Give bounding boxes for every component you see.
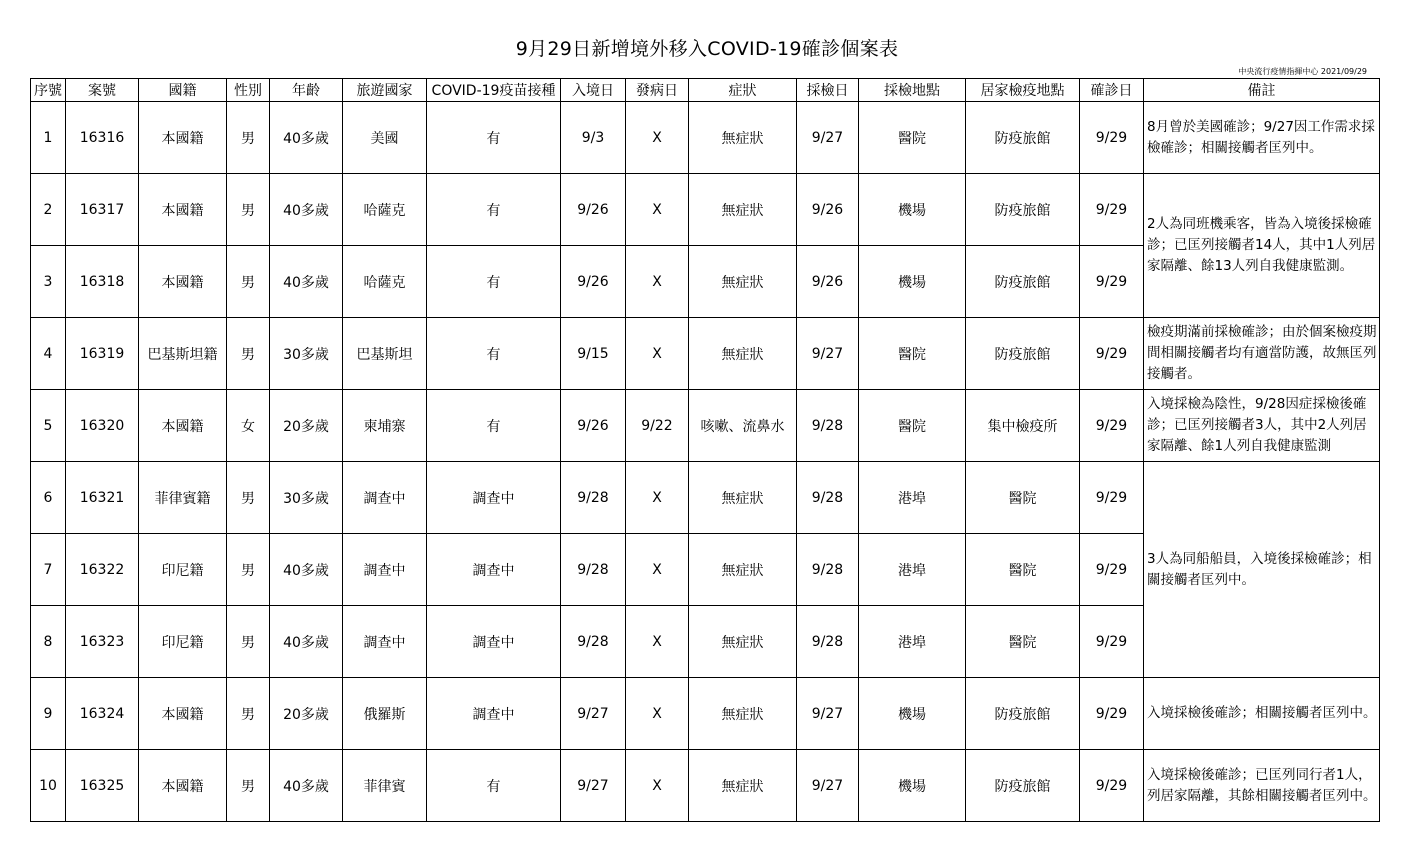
cell-test-date: 9/28 bbox=[797, 606, 859, 678]
cell-case: 16322 bbox=[66, 534, 139, 606]
cell-confirm: 9/29 bbox=[1080, 534, 1144, 606]
table-row bbox=[31, 390, 1380, 462]
cell-note: 入境採檢為陰性，9/28因症採檢後確診；已匡列接觸者3人，其中2人列居家隔離、餘1人列自我健康監測 bbox=[1144, 390, 1380, 462]
cell-test-site: 醫院 bbox=[859, 318, 966, 390]
cell-sex: 男 bbox=[227, 606, 270, 678]
cell-no: 9 bbox=[31, 678, 66, 750]
cell-confirm: 9/29 bbox=[1080, 750, 1144, 822]
cell-quarantine: 防疫旅館 bbox=[966, 318, 1080, 390]
cell-vaccine: 有 bbox=[427, 390, 561, 462]
cell-country: 巴基斯坦 bbox=[343, 318, 427, 390]
cell-entry: 9/27 bbox=[561, 678, 626, 750]
cell-age: 20多歲 bbox=[270, 390, 343, 462]
cell-onset: X bbox=[626, 678, 689, 750]
cell-onset: X bbox=[626, 246, 689, 318]
cell-quarantine: 醫院 bbox=[966, 606, 1080, 678]
case-table bbox=[30, 78, 1380, 822]
cell-quarantine: 防疫旅館 bbox=[966, 102, 1080, 174]
col-header-notes: 備註 bbox=[1144, 79, 1380, 102]
table-row bbox=[31, 174, 1380, 246]
cell-confirm: 9/29 bbox=[1080, 678, 1144, 750]
cell-no: 8 bbox=[31, 606, 66, 678]
cell-no: 6 bbox=[31, 462, 66, 534]
cell-test-site: 港埠 bbox=[859, 462, 966, 534]
cell-sex: 女 bbox=[227, 390, 270, 462]
table-row bbox=[31, 318, 1380, 390]
cell-test-date: 9/28 bbox=[797, 534, 859, 606]
cell-case: 16316 bbox=[66, 102, 139, 174]
cell-onset: X bbox=[626, 174, 689, 246]
cell-no: 5 bbox=[31, 390, 66, 462]
cell-nationality: 本國籍 bbox=[139, 246, 227, 318]
cell-age: 40多歲 bbox=[270, 246, 343, 318]
cell-entry: 9/26 bbox=[561, 390, 626, 462]
cell-vaccine: 有 bbox=[427, 318, 561, 390]
cell-confirm: 9/29 bbox=[1080, 174, 1144, 246]
cell-no: 1 bbox=[31, 102, 66, 174]
cell-confirm: 9/29 bbox=[1080, 462, 1144, 534]
cell-test-site: 機場 bbox=[859, 246, 966, 318]
cell-quarantine: 防疫旅館 bbox=[966, 174, 1080, 246]
cell-sex: 男 bbox=[227, 318, 270, 390]
cell-nationality: 巴基斯坦籍 bbox=[139, 318, 227, 390]
cell-nationality: 本國籍 bbox=[139, 390, 227, 462]
cell-nationality: 菲律賓籍 bbox=[139, 462, 227, 534]
cell-nationality: 本國籍 bbox=[139, 678, 227, 750]
cell-entry: 9/28 bbox=[561, 534, 626, 606]
cell-case: 16318 bbox=[66, 246, 139, 318]
col-header-country: 旅遊國家 bbox=[343, 79, 427, 102]
cell-onset: X bbox=[626, 102, 689, 174]
cell-test-date: 9/28 bbox=[797, 390, 859, 462]
cell-sex: 男 bbox=[227, 462, 270, 534]
cell-onset: X bbox=[626, 606, 689, 678]
cell-note: 2人為同班機乘客，皆為入境後採檢確診；已匡列接觸者14人，其中1人列居家隔離、餘13人列自我健康監測。 bbox=[1144, 174, 1380, 318]
cell-vaccine: 有 bbox=[427, 174, 561, 246]
cell-sex: 男 bbox=[227, 174, 270, 246]
cell-country: 調查中 bbox=[343, 534, 427, 606]
cell-country: 調查中 bbox=[343, 606, 427, 678]
header-row bbox=[31, 79, 1380, 102]
cell-age: 30多歲 bbox=[270, 318, 343, 390]
cell-confirm: 9/29 bbox=[1080, 606, 1144, 678]
cell-age: 30多歲 bbox=[270, 462, 343, 534]
cell-symptom: 咳嗽、流鼻水 bbox=[689, 390, 797, 462]
cell-age: 40多歲 bbox=[270, 534, 343, 606]
cell-case: 16323 bbox=[66, 606, 139, 678]
col-header-nationality: 國籍 bbox=[139, 79, 227, 102]
cell-vaccine: 調查中 bbox=[427, 462, 561, 534]
cell-country: 俄羅斯 bbox=[343, 678, 427, 750]
cell-confirm: 9/29 bbox=[1080, 318, 1144, 390]
cell-case: 16321 bbox=[66, 462, 139, 534]
col-header-age: 年齡 bbox=[270, 79, 343, 102]
cell-case: 16317 bbox=[66, 174, 139, 246]
cell-case: 16325 bbox=[66, 750, 139, 822]
cell-test-site: 機場 bbox=[859, 174, 966, 246]
cell-country: 哈薩克 bbox=[343, 174, 427, 246]
cell-test-site: 機場 bbox=[859, 750, 966, 822]
source-label: 中央流行疫情指揮中心 2021/09/29 bbox=[1238, 67, 1367, 76]
cell-quarantine: 醫院 bbox=[966, 534, 1080, 606]
cell-test-date: 9/27 bbox=[797, 678, 859, 750]
cell-note: 入境採檢後確診；已匡列同行者1人，列居家隔離，其餘相關接觸者匡列中。 bbox=[1144, 750, 1380, 822]
cell-symptom: 無症狀 bbox=[689, 318, 797, 390]
col-header-no: 序號 bbox=[31, 79, 66, 102]
cell-no: 2 bbox=[31, 174, 66, 246]
cell-country: 哈薩克 bbox=[343, 246, 427, 318]
cell-nationality: 本國籍 bbox=[139, 102, 227, 174]
cell-quarantine: 集中檢疫所 bbox=[966, 390, 1080, 462]
cell-no: 10 bbox=[31, 750, 66, 822]
cell-symptom: 無症狀 bbox=[689, 246, 797, 318]
cell-quarantine: 防疫旅館 bbox=[966, 750, 1080, 822]
cell-vaccine: 調查中 bbox=[427, 534, 561, 606]
cell-vaccine: 有 bbox=[427, 102, 561, 174]
cell-country: 美國 bbox=[343, 102, 427, 174]
cell-test-site: 機場 bbox=[859, 678, 966, 750]
cell-onset: 9/22 bbox=[626, 390, 689, 462]
col-header-sex: 性別 bbox=[227, 79, 270, 102]
cell-symptom: 無症狀 bbox=[689, 462, 797, 534]
cell-entry: 9/26 bbox=[561, 246, 626, 318]
cell-confirm: 9/29 bbox=[1080, 102, 1144, 174]
cell-sex: 男 bbox=[227, 102, 270, 174]
cell-onset: X bbox=[626, 534, 689, 606]
table-row bbox=[31, 462, 1380, 534]
cell-age: 40多歲 bbox=[270, 750, 343, 822]
cell-quarantine: 醫院 bbox=[966, 462, 1080, 534]
cell-note: 檢疫期滿前採檢確診；由於個案檢疫期間相關接觸者均有適當防護，故無匡列接觸者。 bbox=[1144, 318, 1380, 390]
cell-sex: 男 bbox=[227, 750, 270, 822]
cell-nationality: 本國籍 bbox=[139, 174, 227, 246]
cell-no: 4 bbox=[31, 318, 66, 390]
cell-quarantine: 防疫旅館 bbox=[966, 246, 1080, 318]
cell-sex: 男 bbox=[227, 534, 270, 606]
col-header-test-site: 採檢地點 bbox=[859, 79, 966, 102]
col-header-onset: 發病日 bbox=[626, 79, 689, 102]
cell-test-site: 港埠 bbox=[859, 534, 966, 606]
cell-test-site: 醫院 bbox=[859, 390, 966, 462]
cell-entry: 9/15 bbox=[561, 318, 626, 390]
cell-symptom: 無症狀 bbox=[689, 102, 797, 174]
cell-test-date: 9/27 bbox=[797, 102, 859, 174]
col-header-symptom: 症狀 bbox=[689, 79, 797, 102]
table-row bbox=[31, 678, 1380, 750]
cell-note: 入境採檢後確診；相關接觸者匡列中。 bbox=[1144, 678, 1380, 750]
cell-test-date: 9/27 bbox=[797, 750, 859, 822]
table-row bbox=[31, 102, 1380, 174]
cell-note: 3人為同船船員，入境後採檢確診；相關接觸者匡列中。 bbox=[1144, 462, 1380, 678]
cell-symptom: 無症狀 bbox=[689, 534, 797, 606]
col-header-case: 案號 bbox=[66, 79, 139, 102]
cell-symptom: 無症狀 bbox=[689, 750, 797, 822]
cell-sex: 男 bbox=[227, 246, 270, 318]
cell-vaccine: 有 bbox=[427, 750, 561, 822]
cell-case: 16319 bbox=[66, 318, 139, 390]
cell-test-date: 9/26 bbox=[797, 246, 859, 318]
cell-age: 40多歲 bbox=[270, 174, 343, 246]
cell-case: 16324 bbox=[66, 678, 139, 750]
cell-vaccine: 有 bbox=[427, 246, 561, 318]
cell-nationality: 印尼籍 bbox=[139, 606, 227, 678]
cell-entry: 9/28 bbox=[561, 462, 626, 534]
col-header-confirm: 確診日 bbox=[1080, 79, 1144, 102]
cell-test-date: 9/28 bbox=[797, 462, 859, 534]
cell-onset: X bbox=[626, 318, 689, 390]
col-header-quarantine: 居家檢疫地點 bbox=[966, 79, 1080, 102]
cell-country: 柬埔寨 bbox=[343, 390, 427, 462]
cell-entry: 9/27 bbox=[561, 750, 626, 822]
cell-quarantine: 防疫旅館 bbox=[966, 678, 1080, 750]
table-row bbox=[31, 750, 1380, 822]
cell-test-site: 醫院 bbox=[859, 102, 966, 174]
cell-symptom: 無症狀 bbox=[689, 678, 797, 750]
cell-confirm: 9/29 bbox=[1080, 390, 1144, 462]
cell-entry: 9/3 bbox=[561, 102, 626, 174]
cell-confirm: 9/29 bbox=[1080, 246, 1144, 318]
cell-country: 調查中 bbox=[343, 462, 427, 534]
col-header-test-date: 採檢日 bbox=[797, 79, 859, 102]
page-title: 9月29日新增境外移入COVID-19確診個案表 bbox=[515, 38, 899, 60]
cell-test-site: 港埠 bbox=[859, 606, 966, 678]
cell-symptom: 無症狀 bbox=[689, 174, 797, 246]
cell-age: 40多歲 bbox=[270, 102, 343, 174]
cell-entry: 9/26 bbox=[561, 174, 626, 246]
cell-no: 7 bbox=[31, 534, 66, 606]
cell-entry: 9/28 bbox=[561, 606, 626, 678]
cell-onset: X bbox=[626, 750, 689, 822]
cell-nationality: 印尼籍 bbox=[139, 534, 227, 606]
cell-vaccine: 調查中 bbox=[427, 678, 561, 750]
cell-note: 8月曾於美國確診；9/27因工作需求採檢確診；相關接觸者匡列中。 bbox=[1144, 102, 1380, 174]
cell-case: 16320 bbox=[66, 390, 139, 462]
cell-test-date: 9/26 bbox=[797, 174, 859, 246]
cell-test-date: 9/27 bbox=[797, 318, 859, 390]
cell-age: 40多歲 bbox=[270, 606, 343, 678]
col-header-vaccine: COVID-19疫苗接種 bbox=[427, 79, 561, 102]
cell-age: 20多歲 bbox=[270, 678, 343, 750]
cell-no: 3 bbox=[31, 246, 66, 318]
cell-sex: 男 bbox=[227, 678, 270, 750]
cell-onset: X bbox=[626, 462, 689, 534]
cell-country: 菲律賓 bbox=[343, 750, 427, 822]
cell-nationality: 本國籍 bbox=[139, 750, 227, 822]
cell-vaccine: 調查中 bbox=[427, 606, 561, 678]
cell-symptom: 無症狀 bbox=[689, 606, 797, 678]
col-header-entry: 入境日 bbox=[561, 79, 626, 102]
